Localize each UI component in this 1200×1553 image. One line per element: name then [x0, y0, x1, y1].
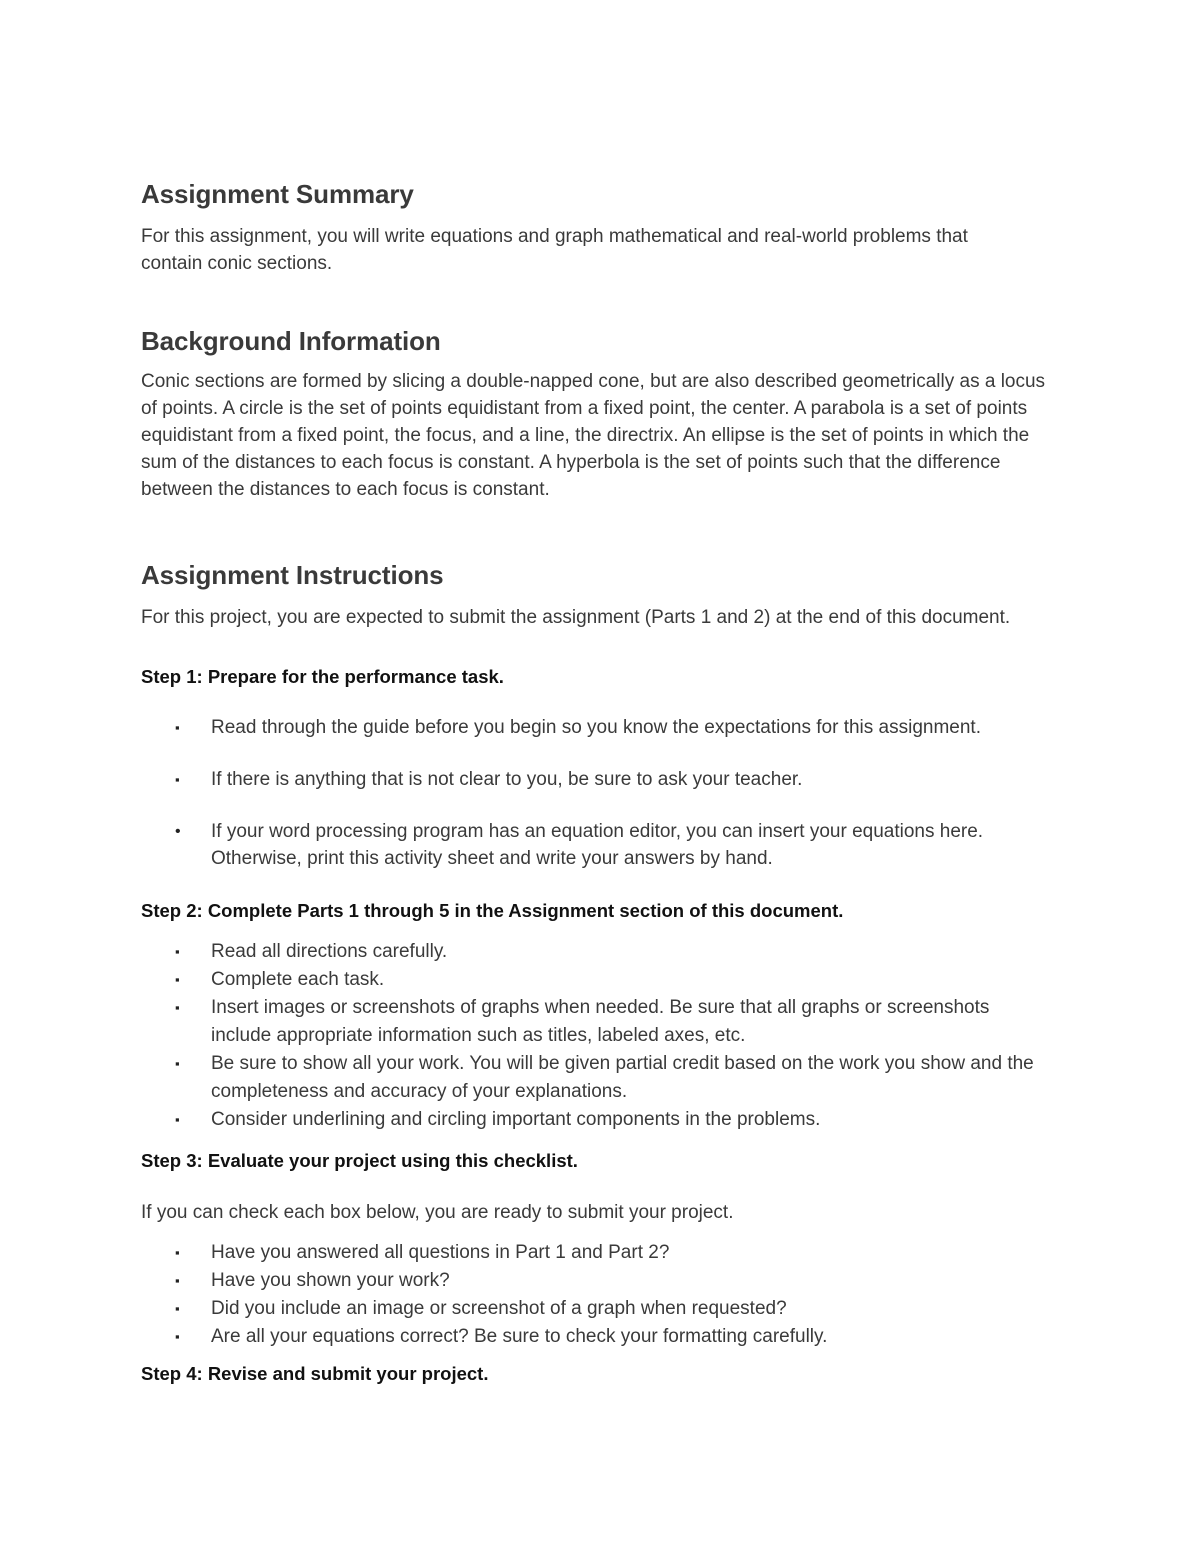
- step-3-intro: If you can check each box below, you are ready to submit your project.: [141, 1202, 734, 1223]
- list-item: ▪ Read all directions carefully.: [141, 938, 1041, 966]
- bullet-icon: ▪: [175, 720, 180, 735]
- bullet-icon: ▪: [175, 772, 180, 787]
- bullet-icon: •: [175, 823, 181, 840]
- bullet-icon: ▪: [175, 944, 180, 959]
- bullet-icon: ▪: [175, 1329, 180, 1344]
- bullet-icon: ▪: [175, 972, 180, 987]
- assignment-instructions-heading: Assignment Instructions: [141, 560, 444, 590]
- bullet-icon: ▪: [175, 1245, 180, 1260]
- list-item: ▪ Be sure to show all your work. You will be given partial credit based on the work you show and the completeness and accuracy of your explanations.: [141, 1050, 1041, 1106]
- step-2-list: [141, 938, 1041, 1134]
- list-item: ▪ Consider underlining and circling important components in the problems.: [141, 1106, 1041, 1134]
- bullet-icon: ▪: [175, 1273, 180, 1288]
- list-item: ▪ Read through the guide before you begin so you know the expectations for this assignment.: [141, 714, 1031, 741]
- list-item: • If your word processing program has an equation editor, you can insert your equations here. Otherwise, print this activity sheet and write your answers by hand.: [141, 818, 1031, 872]
- list-item: ▪ Are all your equations correct? Be sure to check your formatting carefully.: [141, 1323, 1031, 1351]
- list-item: ▪ Have you shown your work?: [141, 1267, 1031, 1295]
- bullet-icon: ▪: [175, 1301, 180, 1316]
- step-3-checklist: [141, 1239, 1031, 1351]
- assignment-instructions-intro: For this project, you are expected to submit the assignment (Parts 1 and 2) at the end of this document.: [141, 607, 1011, 628]
- list-item: ▪ Complete each task.: [141, 966, 1041, 994]
- bullet-icon: ▪: [175, 1000, 180, 1015]
- assignment-summary-text: For this assignment, you will write equations and graph mathematical and real-world problems that contain conic sections.: [141, 226, 968, 274]
- background-information-heading: Background Information: [141, 326, 441, 356]
- list-item: ▪ Have you answered all questions in Part 1 and Part 2?: [141, 1239, 1031, 1267]
- step-3-title: Step 3: Evaluate your project using this checklist.: [141, 1150, 578, 1171]
- bullet-icon: ▪: [175, 1056, 180, 1071]
- list-item: ▪ Insert images or screenshots of graphs when needed. Be sure that all graphs or screenshots include appropriate information such as titles, labeled axes, etc.: [141, 994, 1041, 1050]
- list-item: ▪ If there is anything that is not clear to you, be sure to ask your teacher.: [141, 766, 1031, 793]
- assignment-summary-heading: Assignment Summary: [141, 179, 414, 209]
- background-information-text: Conic sections are formed by slicing a double-napped cone, but are also described geometrically as a locus of points. A circle is the set of points equidistant from a fixed point, the center. A parabola is a set of points equidistant from a fixed point, the focus, and a line, the directrix. An ellipse is the set of points in which the sum of the distances to each focus is constant. A hyperbola is the set of points such that the difference between the distances to each focus is constant.: [141, 371, 1046, 500]
- step-2-title: Step 2: Complete Parts 1 through 5 in the Assignment section of this document.: [141, 900, 844, 921]
- step-4-title: Step 4: Revise and submit your project.: [141, 1363, 489, 1384]
- bullet-icon: ▪: [175, 1112, 180, 1127]
- step-1-title: Step 1: Prepare for the performance task.: [141, 666, 504, 687]
- step-1-list: [141, 714, 1031, 872]
- list-item: ▪ Did you include an image or screenshot of a graph when requested?: [141, 1295, 1031, 1323]
